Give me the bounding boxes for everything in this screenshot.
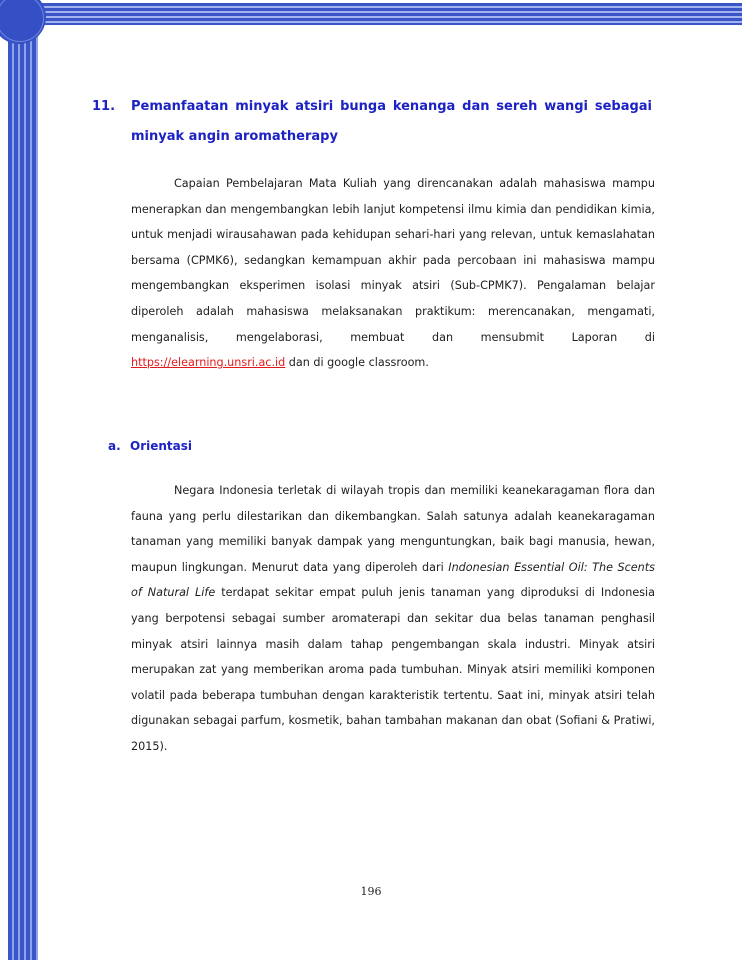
intro-text-end: dan di google classroom. [285, 356, 429, 370]
section-number: 11. [92, 99, 116, 114]
orientasi-text-end: terdapat sekitar empat puluh jenis tanaman yang diproduksi di Indonesia yang berpotensi sebagai sumber aromaterapi dan sekitar dua belas tanaman penghasil minyak atsiri lainnya masih dalam tahap pengembangan skala industri. Minyak atsiri merupakan zat yang memberikan aroma pada tumbuhan. Minyak atsiri memiliki komponen volatil pada beberapa tumbuhan dengan karakteristik tertentu. Saat ini, minyak atsiri telah digunakan sebagai parfum, kosmetik, bahan tambahan makanan dan obat (Sofiani & Pratiwi, 2015). [131, 586, 655, 753]
subsection-heading [108, 434, 192, 458]
orientasi-text: Negara Indonesia terletak di wilayah tropis dan memiliki keanekaragaman flora dan fauna yang perlu dilestarikan dan dikembangkan. Salah satunya adalah keanekaragaman tanaman yang memiliki banyak dampak yang menguntungkan, baik bagi manusia, hewan, maupun lingkungan. Menurut data yang diperoleh dari [131, 484, 655, 574]
page-border-horizontal [20, 3, 742, 25]
orientasi-paragraph [131, 478, 655, 760]
subsection-title: Orientasi [130, 439, 193, 453]
section-title: Pemanfaatan minyak atsiri bunga kenanga dan sereh wangi sebagai minyak angin aromatherapy [131, 99, 652, 144]
section-heading [92, 92, 652, 152]
subsection-letter: a. [108, 439, 121, 453]
intro-paragraph [131, 171, 655, 376]
page-border-vertical [8, 0, 38, 960]
book-title-italic: Indonesian Essential Oil: The Scents of Natural Life [131, 560, 655, 600]
page-number: 196 [360, 885, 382, 898]
elearning-link[interactable]: https://elearning.unsri.ac.id [131, 356, 286, 370]
intro-text: Capaian Pembelajaran Mata Kuliah yang direncanakan adalah mahasiswa mampu menerapkan dan mengembangkan lebih lanjut kompetensi ilmu kimia dan pendidikan kimia, untuk menjadi wirausahawan pada kehidupan sehari-hari yang relevan, untuk kemaslahatan bersama (CPMK6), sedangkan kemampuan akhir pada percobaan ini mahasiswa mampu mengembangkan eksperimen isolasi minyak atsiri (Sub-CPMK7). Pengalaman belajar diperoleh adalah mahasiswa melaksanakan praktikum: merencanakan, mengamati, menganalisis, mengelaborasi, membuat dan mensubmit Laporan di [131, 177, 655, 344]
